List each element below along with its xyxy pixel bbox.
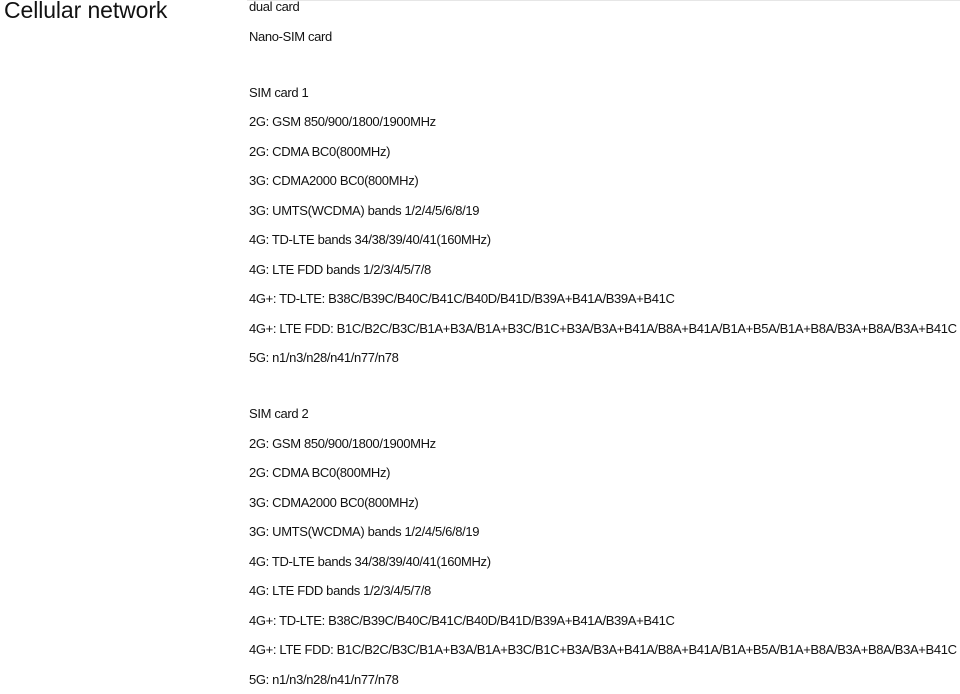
band-line: 4G: LTE FDD bands 1/2/3/4/5/7/8 [249, 255, 960, 285]
band-line: 4G: TD-LTE bands 34/38/39/40/41(160MHz) [249, 225, 960, 255]
band-line: 2G: GSM 850/900/1800/1900MHz [249, 107, 960, 137]
band-line: 3G: UMTS(WCDMA) bands 1/2/4/5/6/8/19 [249, 517, 960, 547]
sim-card-1-group [249, 78, 960, 373]
group-spacer [249, 51, 960, 78]
section-title: Cellular network [4, 0, 167, 26]
band-line: 3G: CDMA2000 BC0(800MHz) [249, 488, 960, 518]
sim-card-1-heading: SIM card 1 [249, 78, 960, 108]
band-line: 4G+: TD-LTE: B38C/B39C/B40C/B41C/B40D/B41D/B39A+B41A/B39A+B41C [249, 284, 960, 314]
band-line: 3G: CDMA2000 BC0(800MHz) [249, 166, 960, 196]
band-line: 5G: n1/n3/n28/n41/n77/n78 [249, 343, 960, 373]
sim-card-2-group [249, 399, 960, 694]
spec-content [249, 0, 960, 694]
card-slot-type: dual card [249, 0, 960, 22]
band-line: 5G: n1/n3/n28/n41/n77/n78 [249, 665, 960, 694]
group-spacer [249, 373, 960, 400]
band-line: 3G: UMTS(WCDMA) bands 1/2/4/5/6/8/19 [249, 196, 960, 226]
band-line: 4G+: LTE FDD: B1C/B2C/B3C/B1A+B3A/B1A+B3C/B1C+B3A/B3A+B41A/B8A+B41A/B1A+B5A/B1A+B8A/B3A+B8A/B3A+B41C [249, 635, 960, 665]
general-group [249, 0, 960, 51]
card-format: Nano-SIM card [249, 22, 960, 52]
band-line: 2G: CDMA BC0(800MHz) [249, 458, 960, 488]
band-line: 4G: TD-LTE bands 34/38/39/40/41(160MHz) [249, 547, 960, 577]
band-line: 2G: CDMA BC0(800MHz) [249, 137, 960, 167]
sim-card-2-heading: SIM card 2 [249, 399, 960, 429]
band-line: 4G+: TD-LTE: B38C/B39C/B40C/B41C/B40D/B41D/B39A+B41A/B39A+B41C [249, 606, 960, 636]
band-line: 4G: LTE FDD bands 1/2/3/4/5/7/8 [249, 576, 960, 606]
band-line: 2G: GSM 850/900/1800/1900MHz [249, 429, 960, 459]
band-line: 4G+: LTE FDD: B1C/B2C/B3C/B1A+B3A/B1A+B3C/B1C+B3A/B3A+B41A/B8A+B41A/B1A+B5A/B1A+B8A/B3A+B8A/B3A+B41C [249, 314, 960, 344]
